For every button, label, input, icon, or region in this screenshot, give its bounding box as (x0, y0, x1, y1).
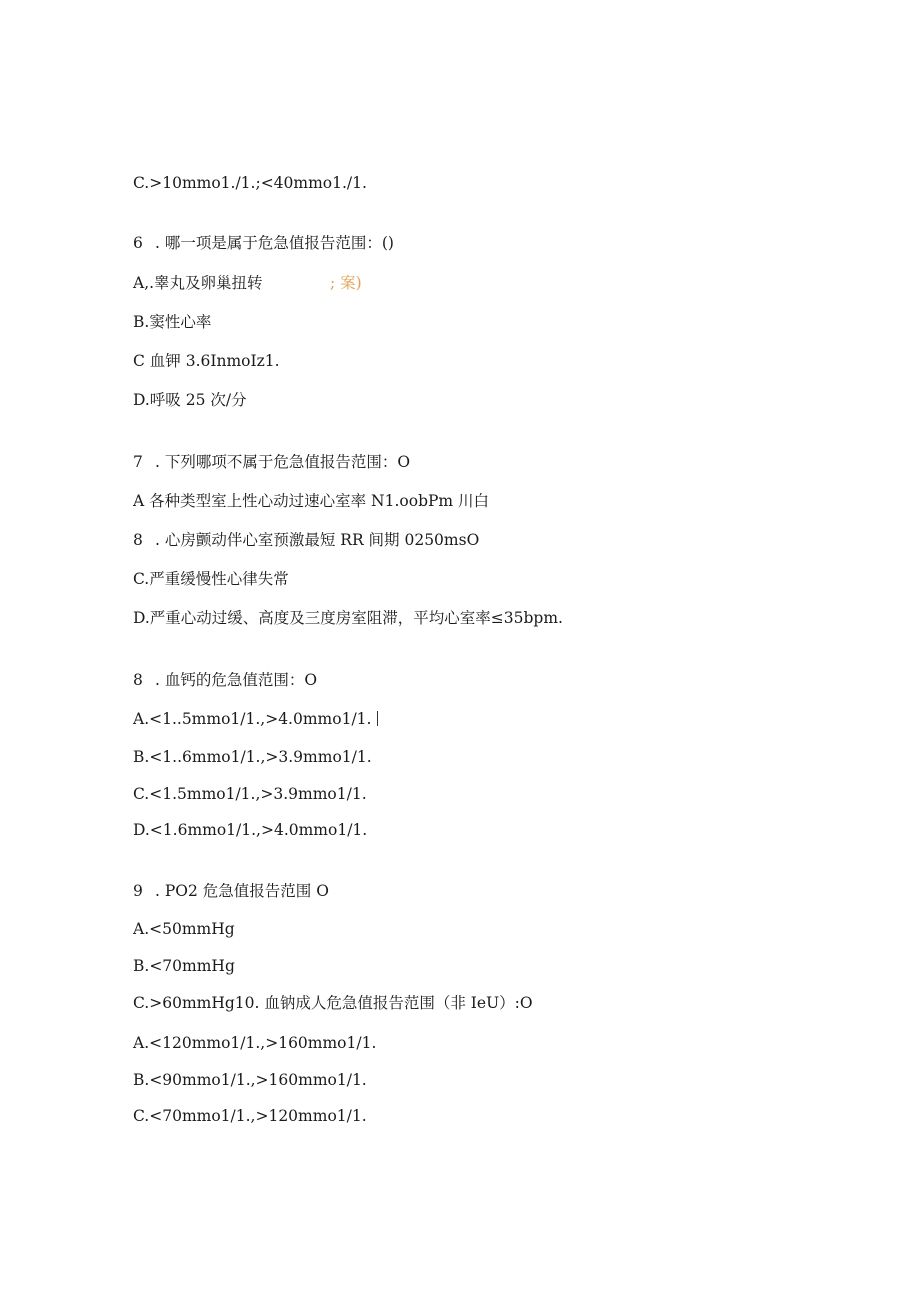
text-cursor-mark (377, 711, 378, 726)
question-number: 8 (133, 531, 143, 549)
question-8-heading (133, 530, 479, 550)
option-line: A.<120mmo1/1.,>160mmo1/1. (133, 1034, 377, 1052)
question-text: . 哪一项是属于危急值报告范围：() (155, 234, 394, 252)
question-text: . 血钙的危急值范围：O (155, 671, 318, 689)
question-text: . 下列哪项不属于危急值报告范围：O (155, 453, 411, 471)
option-line: D.<1.6mmo1/1.,>4.0mmo1/1. (133, 821, 368, 839)
question-text: . 心房颤动伴心室预激最短 RR 间期 0250msO (155, 531, 480, 549)
option-line (133, 273, 533, 293)
option-line: C.>10mmo1./1.;<40mmo1./1. (133, 174, 367, 192)
question-number: 7 (133, 453, 143, 471)
option-line: C.<70mmo1/1.,>120mmo1/1. (133, 1107, 367, 1125)
option-line: C.严重缓慢性心律失常 (133, 570, 289, 588)
option-text: A,.睾丸及卵巢扭转 (133, 274, 263, 292)
option-line: B.<1..6mmo1/1.,>3.9mmo1/1. (133, 748, 372, 766)
option-line: C.>60mmHg10. 血钠成人危急值报告范围（非 IeU）:O (133, 994, 533, 1012)
option-text: A.<1..5mmo1/1.,>4.0mmo1/1. (133, 710, 372, 728)
option-line: B.<90mmo1/1.,>160mmo1/1. (133, 1071, 367, 1089)
question-number: 8 (133, 671, 143, 689)
option-line: C.<1.5mmo1/1.,>3.9mmo1/1. (133, 785, 367, 803)
option-line: D.呼吸 25 次/分 (133, 391, 247, 409)
option-line: A 各种类型室上性心动过速心室率 N1.oobPm 川白 (133, 492, 490, 510)
question-text: . PO2 危急值报告范围 O (155, 882, 329, 900)
option-line: D.严重心动过缓、高度及三度房室阻滞，平均心室率≤35bpm. (133, 609, 563, 627)
answer-annotation: ; 案) (330, 274, 362, 292)
question-8-heading (133, 670, 317, 690)
question-number: 6 (133, 234, 143, 252)
option-line: B.<70mmHg (133, 957, 235, 975)
option-line: A.<50mmHg (133, 920, 235, 938)
option-line: C 血钾 3.6InmoIz1. (133, 352, 280, 370)
question-9-heading (133, 881, 329, 901)
question-number: 9 (133, 882, 143, 900)
option-line: B.窦性心率 (133, 313, 212, 331)
question-6-heading (133, 233, 394, 253)
option-line (133, 709, 378, 729)
question-7-heading (133, 452, 410, 472)
